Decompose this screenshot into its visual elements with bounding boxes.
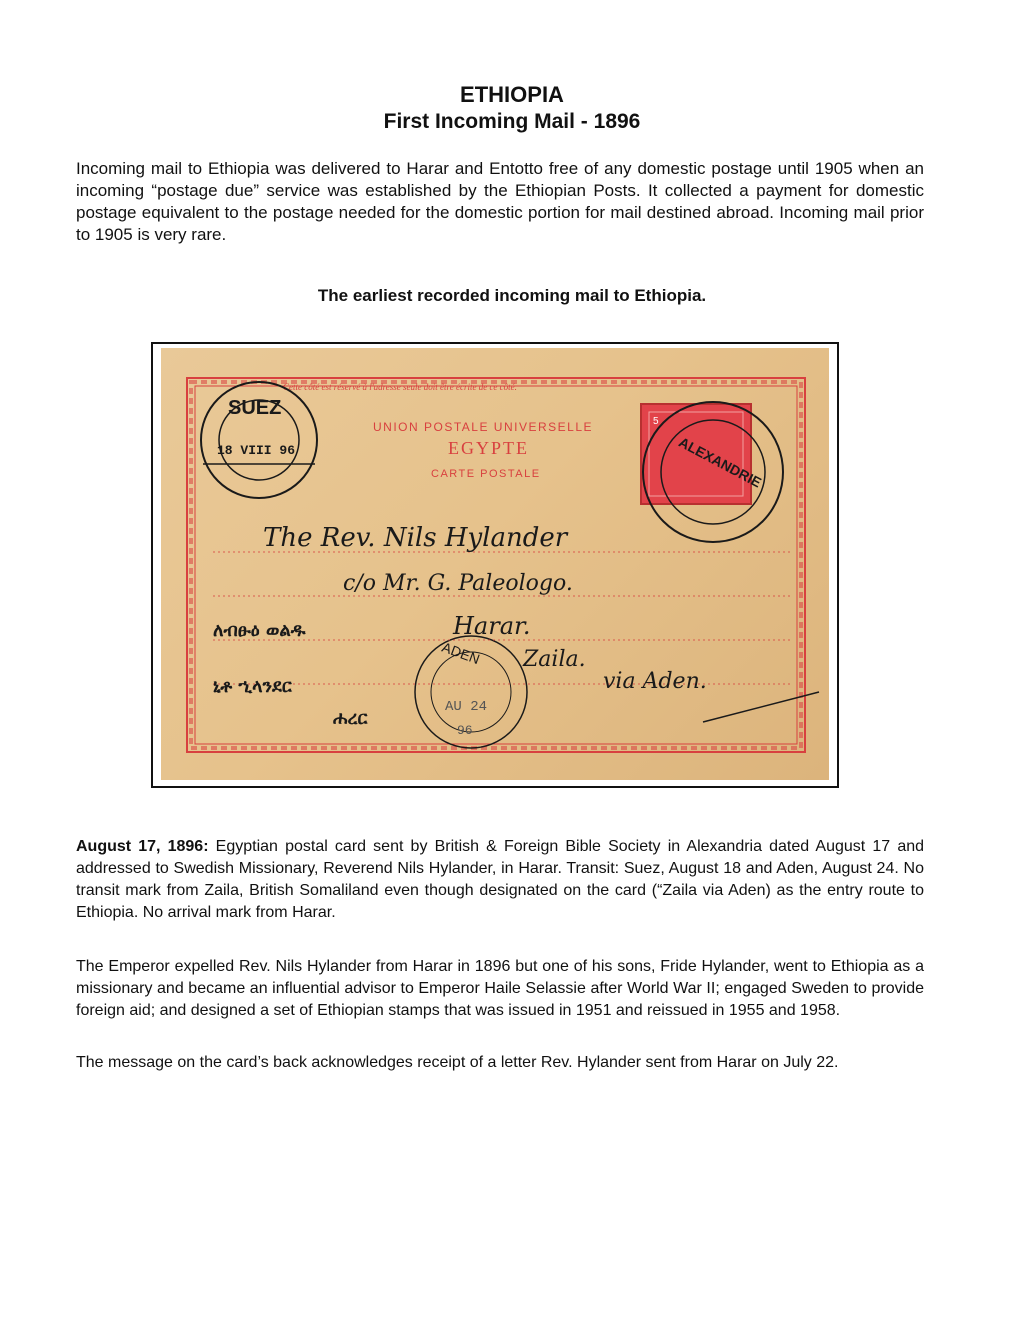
description-text: Egyptian postal card sent by British & Foreign Bible Society in Alexandria dated August 17 and addressed to Swedish Missionary, Reverend Nils Hylander, in Harar. Transit: Suez, August 18 and Aden, August 24. No transit mark from Zaila, British Somaliland even though designated on the card (“Zaila via Aden) as the entry route to Ethiopia. No arrival mark from Harar.	[76, 838, 925, 921]
upu-text: UNION POSTALE UNIVERSELLE	[373, 420, 593, 434]
suez-postmark-text: SUEZ	[228, 397, 282, 419]
card-top-note: Cette côté est réservé à l'adresse seule doit être écrite de ce côté.	[283, 382, 517, 392]
postal-card-drawing	[153, 344, 837, 786]
address-line-4: Zaila.	[523, 647, 586, 672]
address-line-2: c/o Mr. G. Paleologo.	[343, 571, 573, 596]
amharic-line-1: ለብፁዕ ወልዱ	[213, 620, 306, 641]
card-description	[76, 836, 924, 924]
suez-postmark-date: 18 VIII 96	[217, 443, 296, 458]
card-caption-heading: The earliest recorded incoming mail to Ethiopia.	[317, 286, 707, 305]
aden-postmark-year: 96	[457, 723, 473, 738]
page-title: ETHIOPIA	[460, 82, 564, 107]
stamp-value: 5	[653, 416, 659, 427]
address-line-5: via Aden.	[603, 669, 707, 694]
postal-card-image	[151, 342, 839, 788]
amharic-line-2: ኒቶ ኂላንደር	[213, 676, 292, 697]
page-subtitle: First Incoming Mail - 1896	[383, 110, 641, 133]
aden-postmark-text: ADEN	[439, 638, 482, 668]
card-type-text: CARTE POSTALE	[431, 468, 541, 480]
description-date: August 17, 1896:	[76, 838, 209, 855]
country-text: EGYPTE	[448, 438, 529, 458]
address-line-3: Harar.	[453, 612, 531, 640]
aden-postmark-date: AU 24	[445, 699, 488, 715]
hylander-paragraph: The Emperor expelled Rev. Nils Hylander from Harar in 1896 but one of his sons, Fride Hylander, went to Ethiopia as a missionary and became an influential advisor to Emperor Haile Selassie after World War II; engaged Sweden to provide foreign aid; and designed a set of Ethiopian stamps that was issued in 1951 and reissued in 1955 and 1958.	[76, 958, 924, 1019]
amharic-line-3: ሐረር	[333, 708, 368, 729]
message-paragraph: The message on the card’s back acknowledges receipt of a letter Rev. Hylander sent from Harar on July 22.	[76, 1054, 839, 1071]
intro-paragraph: Incoming mail to Ethiopia was delivered to Harar and Entotto free of any domestic postage until 1905 when an incoming “postage due” service was established by the Ethiopian Posts. It collected a payment for domestic postage equivalent to the postage needed for the domestic portion for mail destined abroad. Incoming mail prior to 1905 is very rare.	[76, 159, 924, 244]
alexandria-postmark-text: ALEXANDRIE	[676, 433, 765, 491]
address-line-1: The Rev. Nils Hylander	[263, 523, 568, 553]
